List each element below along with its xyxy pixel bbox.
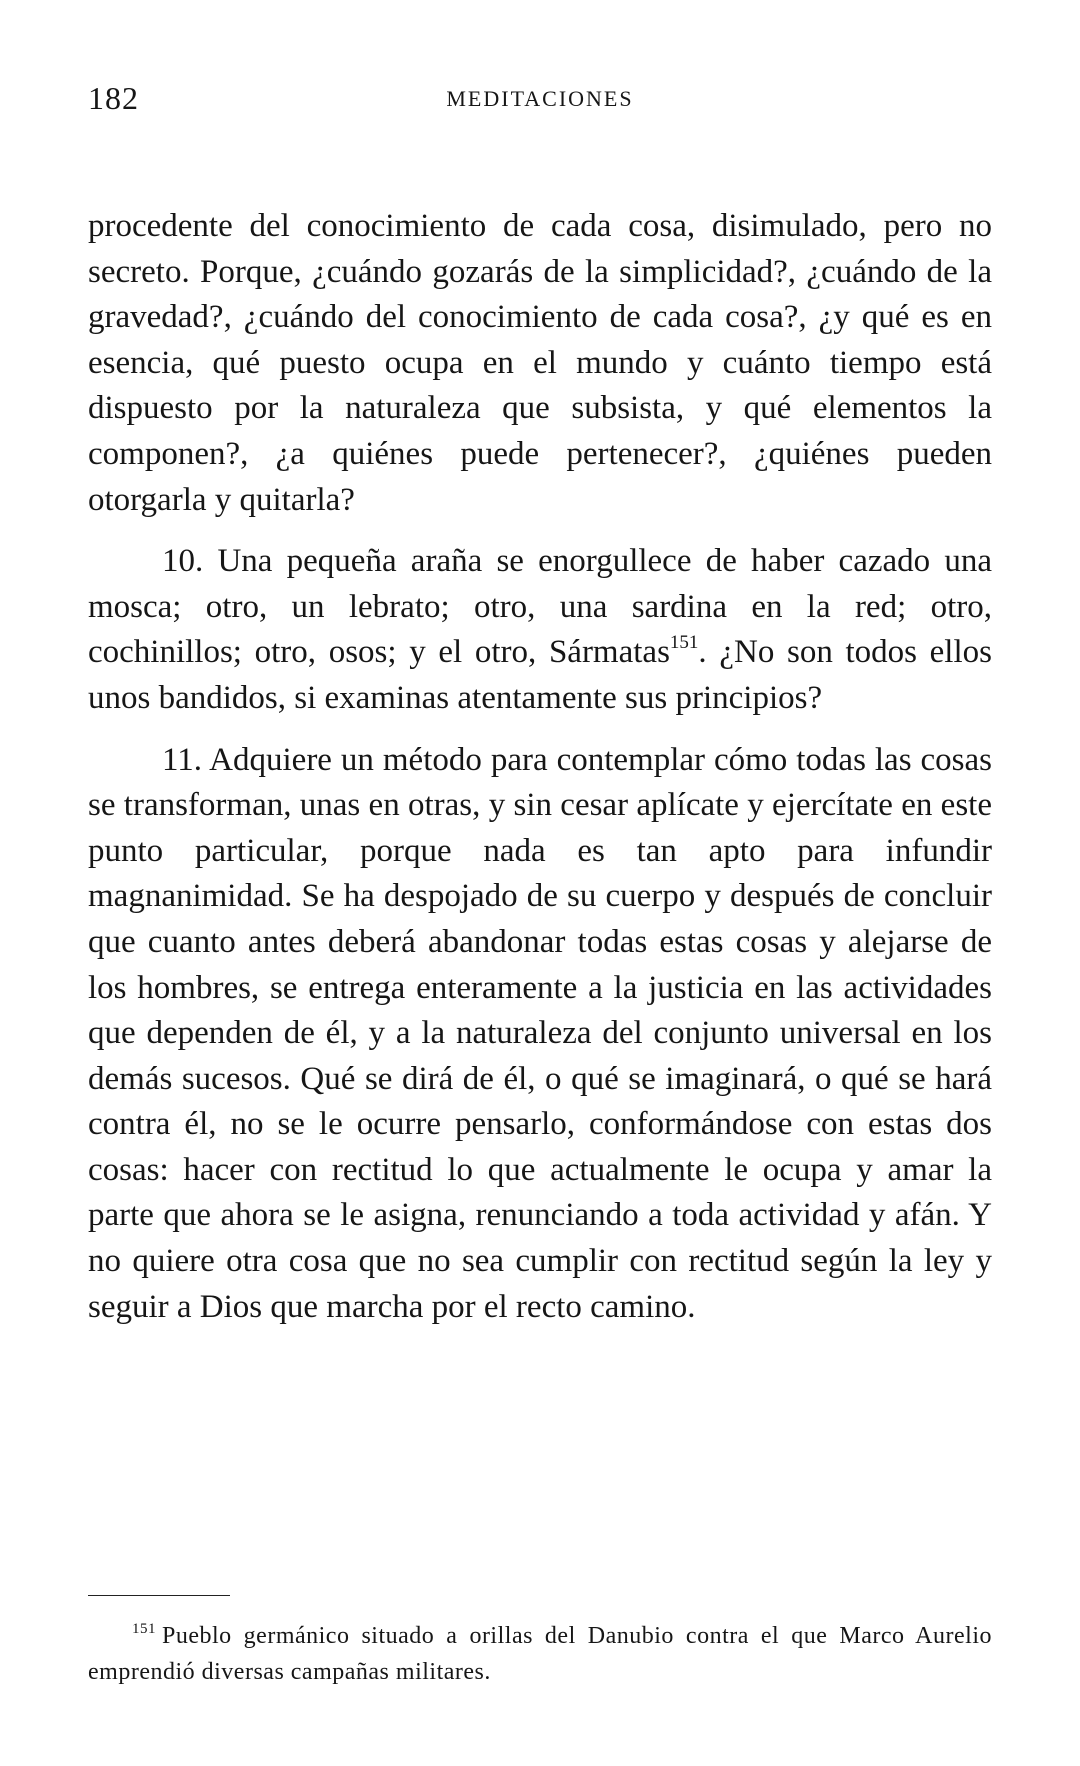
running-title: MEDITACIONES [446,86,634,111]
body-text [88,204,992,1346]
footnote [88,1618,992,1690]
paragraph-10 [88,539,992,721]
footnote-reference: 151 [669,632,699,654]
paragraph-continuation: procedente del conocimiento de cada cosa, disimulado, pero no secreto. Porque, ¿cuándo gozarás de la simplicidad?, ¿cuándo de la gravedad?, ¿cuándo del conocimiento de cada cosa?, ¿y qué es en esencia, qué puesto ocupa en el mundo y cuánto tiempo está dispuesto por la naturaleza que subsista, y qué elementos la componen?, ¿a quiénes puede pertenecer?, ¿quiénes pueden otorgarla y quitarla? [88,208,992,518]
paragraph-11: 11. Adquiere un método para contemplar cómo todas las cosas se transforman, unas en otras, y sin cesar aplícate y ejercítate en este punto particular, porque nada es tan apto para infundir magnanimidad. Se ha despojado de su cuerpo y después de concluir que cuanto antes deberá abandonar todas estas cosas y alejarse de los hombres, se entrega enteramente a la justicia en las actividades que dependen de él, y a la naturaleza del conjunto universal en los demás sucesos. Qué se dirá de él, o qué se imaginará, o qué se hará contra él, no se le ocurre pensarlo, conformándose con estas dos cosas: hacer con rectitud lo que actualmente le ocupa y amar la parte que ahora se le asigna, renunciando a toda actividad y afán. Y no quiere otra cosa que no sea cumplir con rectitud según la ley y seguir a Dios que marcha por el recto camino. [88,741,992,1325]
page-number: 182 [88,80,139,116]
paragraph-10-text-start: 10. Una pequeña araña se enorgullece de haber cazado una mosca; otro, un lebrato; otro, una sardina en la red; otro, cochinillos; otro, osos; y el otro, Sármatas [88,543,992,671]
footnote-text: Pueblo germánico situado a orillas del Danubio contra el que Marco Aurelio emprendió diversas campañas militares. [88,1623,992,1685]
paragraph-10-text-end: . ¿No son todos ellos unos bandidos, si examinas atentamente sus principios? [88,634,992,716]
page-header [88,78,992,118]
footnote-separator [88,1595,230,1596]
footnote-number: 151 [132,1621,156,1637]
book-page [88,0,992,1766]
